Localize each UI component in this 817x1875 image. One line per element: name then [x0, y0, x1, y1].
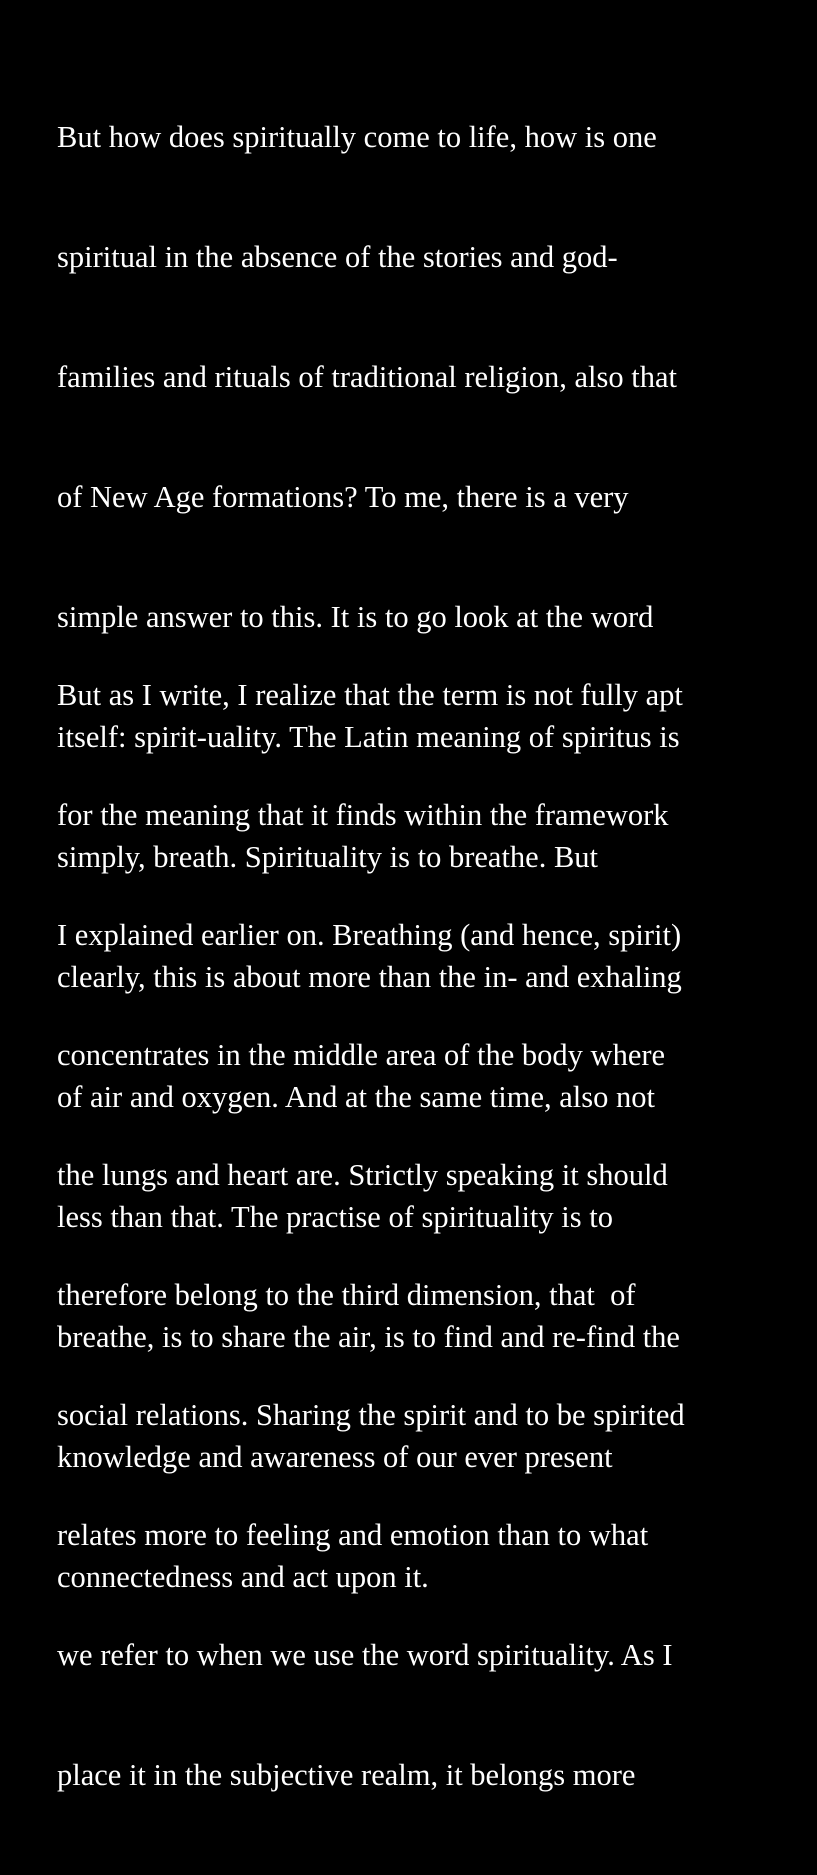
text-line: spiritual in the absence of the stories and god- [57, 240, 618, 274]
text-line: I explained earlier on. Breathing (and hence, spirit) [57, 918, 682, 952]
text-line: families and rituals of traditional religion, also that [57, 360, 678, 394]
text-line: But how does spiritually come to life, how is one [57, 120, 657, 154]
text-line: of New Age formations? To me, there is a very [57, 480, 629, 514]
text-line: simple answer to this. It is to go look at the word [57, 600, 654, 634]
text-line: concentrates in the middle area of the body where [57, 1038, 666, 1072]
text-line: place it in the subjective realm, it belongs more [57, 1758, 636, 1792]
text-line: clearly, this is about more than the in- and exhaling [57, 960, 682, 994]
text-line: knowledge and awareness of our ever present [57, 1440, 613, 1474]
text-line: therefore belong to the third dimension, that of [57, 1278, 636, 1312]
text-line: the lungs and heart are. Strictly speaking it should [57, 1158, 668, 1192]
text-line: breathe, is to share the air, is to find and re-find the [57, 1320, 680, 1354]
text-line: simply, breath. Spirituality is to breathe. But [57, 840, 599, 874]
text-line: less than that. The practise of spirituality is to [57, 1200, 613, 1234]
text-line: relates more to feeling and emotion than to what [57, 1518, 649, 1552]
text-line: connectedness and act upon it. [57, 1560, 429, 1594]
text-line: for the meaning that it finds within the framework [57, 798, 669, 832]
text-line: of air and oxygen. And at the same time, also not [57, 1080, 655, 1114]
text-line: we refer to when we use the word spirituality. As I [57, 1638, 673, 1672]
text-line: But as I write, I realize that the term is not fully apt [57, 678, 683, 712]
paragraph-2 [57, 595, 797, 1875]
text-line: social relations. Sharing the spirit and to be spirited [57, 1398, 685, 1432]
text-line: itself: spirit-uality. The Latin meaning of spiritus is [57, 720, 680, 754]
